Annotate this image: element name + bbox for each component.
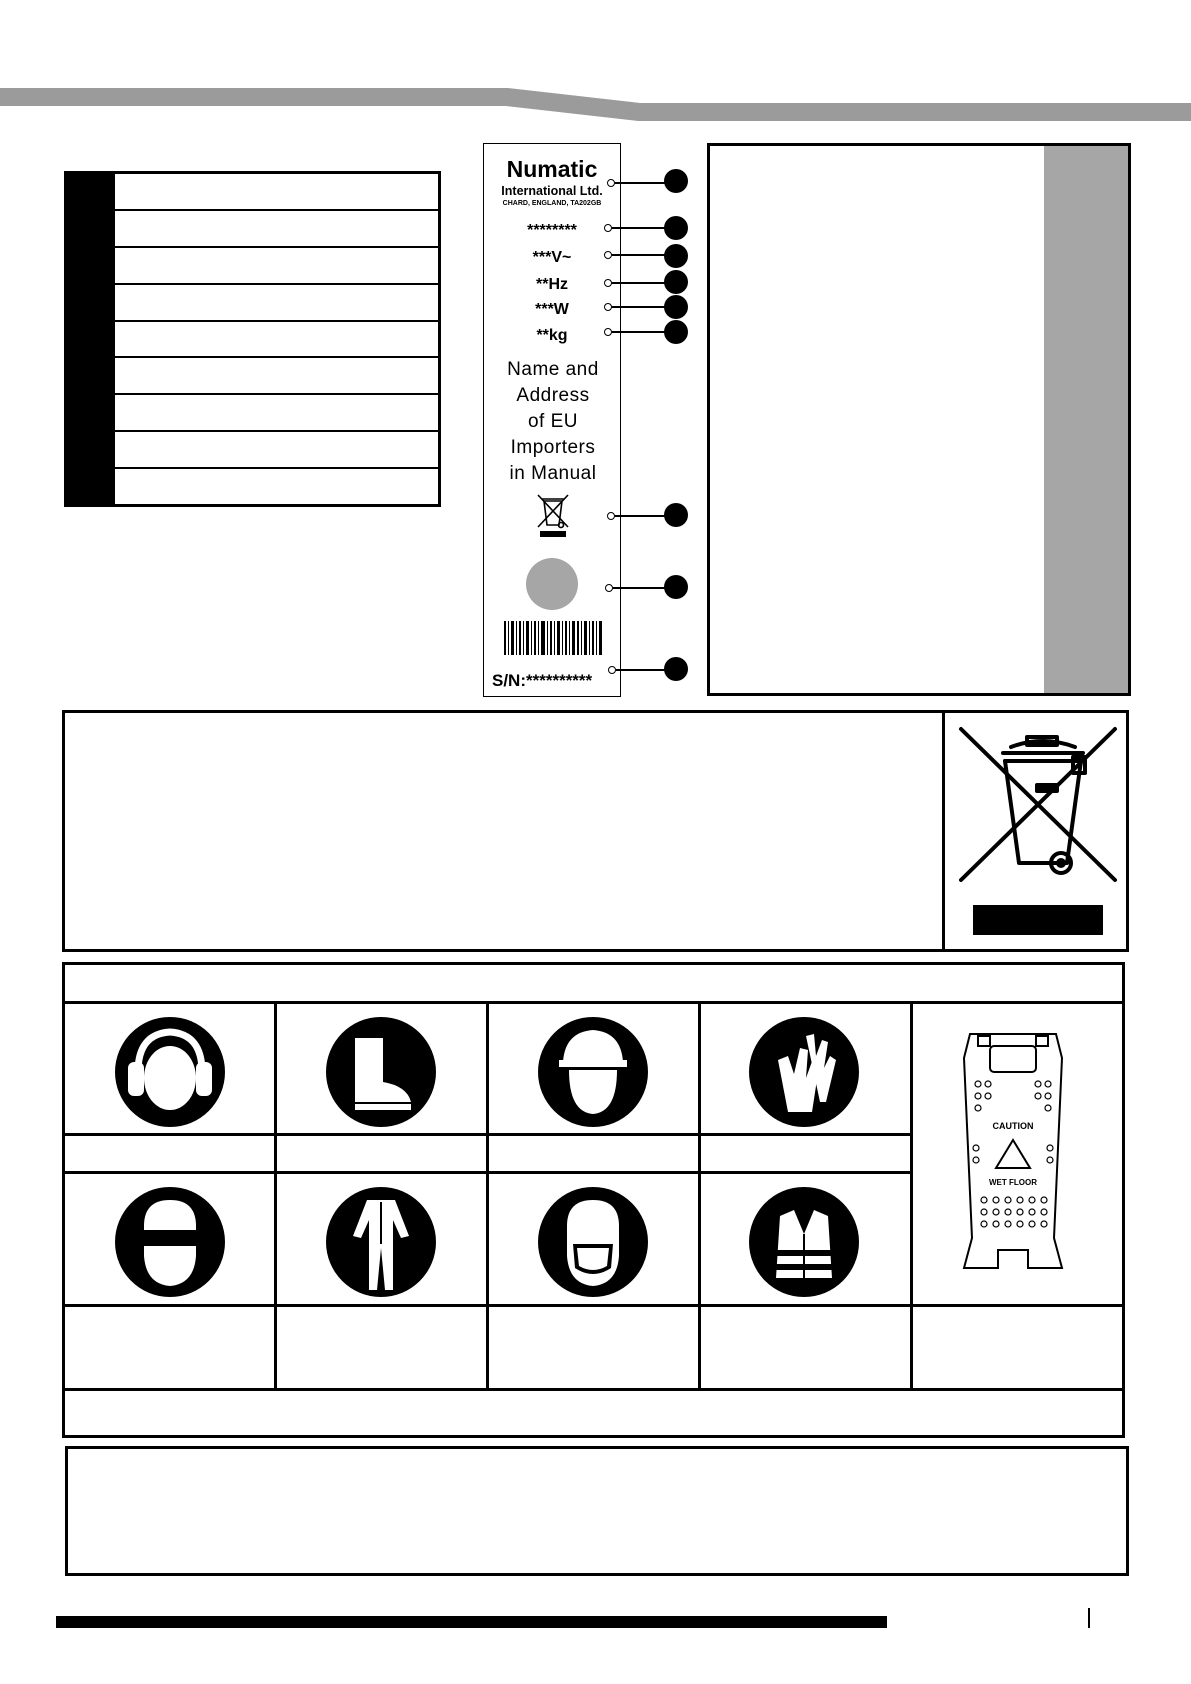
protective-gloves-icon xyxy=(748,1016,860,1128)
footer-rule xyxy=(56,1616,887,1628)
spec-row xyxy=(115,395,438,432)
callout-key-box xyxy=(707,143,1131,696)
callout-marker xyxy=(664,244,688,268)
callout-dot xyxy=(608,666,616,674)
brand-name: Numatic xyxy=(506,156,598,182)
spec-row xyxy=(115,285,438,322)
hi-vis-vest-icon xyxy=(748,1186,860,1298)
company-name: International Ltd. xyxy=(501,184,603,198)
callout-leader xyxy=(612,254,672,256)
hard-hat-icon xyxy=(537,1016,649,1128)
table-rule xyxy=(65,1304,1122,1307)
header-band xyxy=(0,0,1191,125)
weee-box-divider xyxy=(942,713,945,949)
face-mask-icon xyxy=(537,1186,649,1298)
callout-marker xyxy=(664,169,688,193)
serial-number: S/N:********** xyxy=(492,671,593,690)
spec-row xyxy=(115,432,438,469)
callout-dot xyxy=(604,303,612,311)
importer-line: Name and xyxy=(507,359,599,380)
safety-boots-icon xyxy=(325,1016,437,1128)
importer-line: in Manual xyxy=(509,463,597,484)
company-address: CHARD, ENGLAND, TA202GB xyxy=(502,200,602,207)
callout-leader xyxy=(612,306,672,308)
callout-marker xyxy=(664,216,688,240)
callout-dot xyxy=(607,179,615,187)
note-box xyxy=(65,1446,1129,1576)
callout-marker xyxy=(664,295,688,319)
importer-note xyxy=(494,357,612,487)
rating-plate xyxy=(483,143,621,697)
spec-row xyxy=(115,248,438,285)
callout-leader xyxy=(612,331,672,333)
callout-marker xyxy=(664,320,688,344)
table-rule xyxy=(274,1001,277,1391)
table-rule xyxy=(65,1388,1122,1391)
callout-dot xyxy=(604,224,612,232)
callout-dot xyxy=(604,251,612,259)
specification-table xyxy=(64,171,441,507)
caution-label: CAUTION xyxy=(992,1121,1034,1131)
callout-dot xyxy=(604,328,612,336)
callout-marker xyxy=(664,503,688,527)
crossed-out-wheelie-bin-icon xyxy=(955,725,1120,940)
ppe-requirements-table xyxy=(62,962,1125,1438)
callout-marker xyxy=(664,657,688,681)
page-number-divider xyxy=(1088,1608,1090,1628)
callout-dot xyxy=(605,584,613,592)
importer-line: Importers xyxy=(510,437,596,458)
table-rule xyxy=(910,1001,913,1391)
callout-marker xyxy=(664,270,688,294)
spec-row xyxy=(115,358,438,395)
spec-table-side-bar xyxy=(67,174,115,504)
protective-overall-icon xyxy=(325,1186,437,1298)
voltage-value: ***V~ xyxy=(532,249,572,266)
spec-row xyxy=(115,322,438,359)
importer-line: of EU xyxy=(527,411,579,432)
wet-floor-caution-sign-icon xyxy=(958,1028,1068,1290)
callout-leader xyxy=(612,227,672,229)
barcode xyxy=(504,621,602,655)
eye-protection-icon xyxy=(114,1186,226,1298)
table-rule xyxy=(486,1001,489,1391)
table-rule xyxy=(698,1001,701,1391)
spec-row xyxy=(115,469,438,504)
wet-floor-label: WET FLOOR xyxy=(989,1178,1037,1187)
weight-value: **kg xyxy=(536,327,568,344)
ear-protection-icon xyxy=(114,1016,226,1128)
importer-line: Address xyxy=(516,385,590,406)
spec-row xyxy=(115,211,438,248)
frequency-value: **Hz xyxy=(535,276,568,293)
model-number: ******** xyxy=(527,222,577,239)
power-value: ***W xyxy=(535,301,569,318)
key-box-grey-column xyxy=(1044,146,1128,693)
weee-small-icon xyxy=(534,491,572,539)
weee-disposal-box xyxy=(62,710,1129,952)
callout-dot xyxy=(604,279,612,287)
spec-row xyxy=(115,174,438,211)
callout-dot xyxy=(607,512,615,520)
certification-mark-placeholder xyxy=(526,558,578,610)
callout-marker xyxy=(664,575,688,599)
callout-leader xyxy=(612,282,672,284)
table-rule xyxy=(65,1001,1122,1004)
